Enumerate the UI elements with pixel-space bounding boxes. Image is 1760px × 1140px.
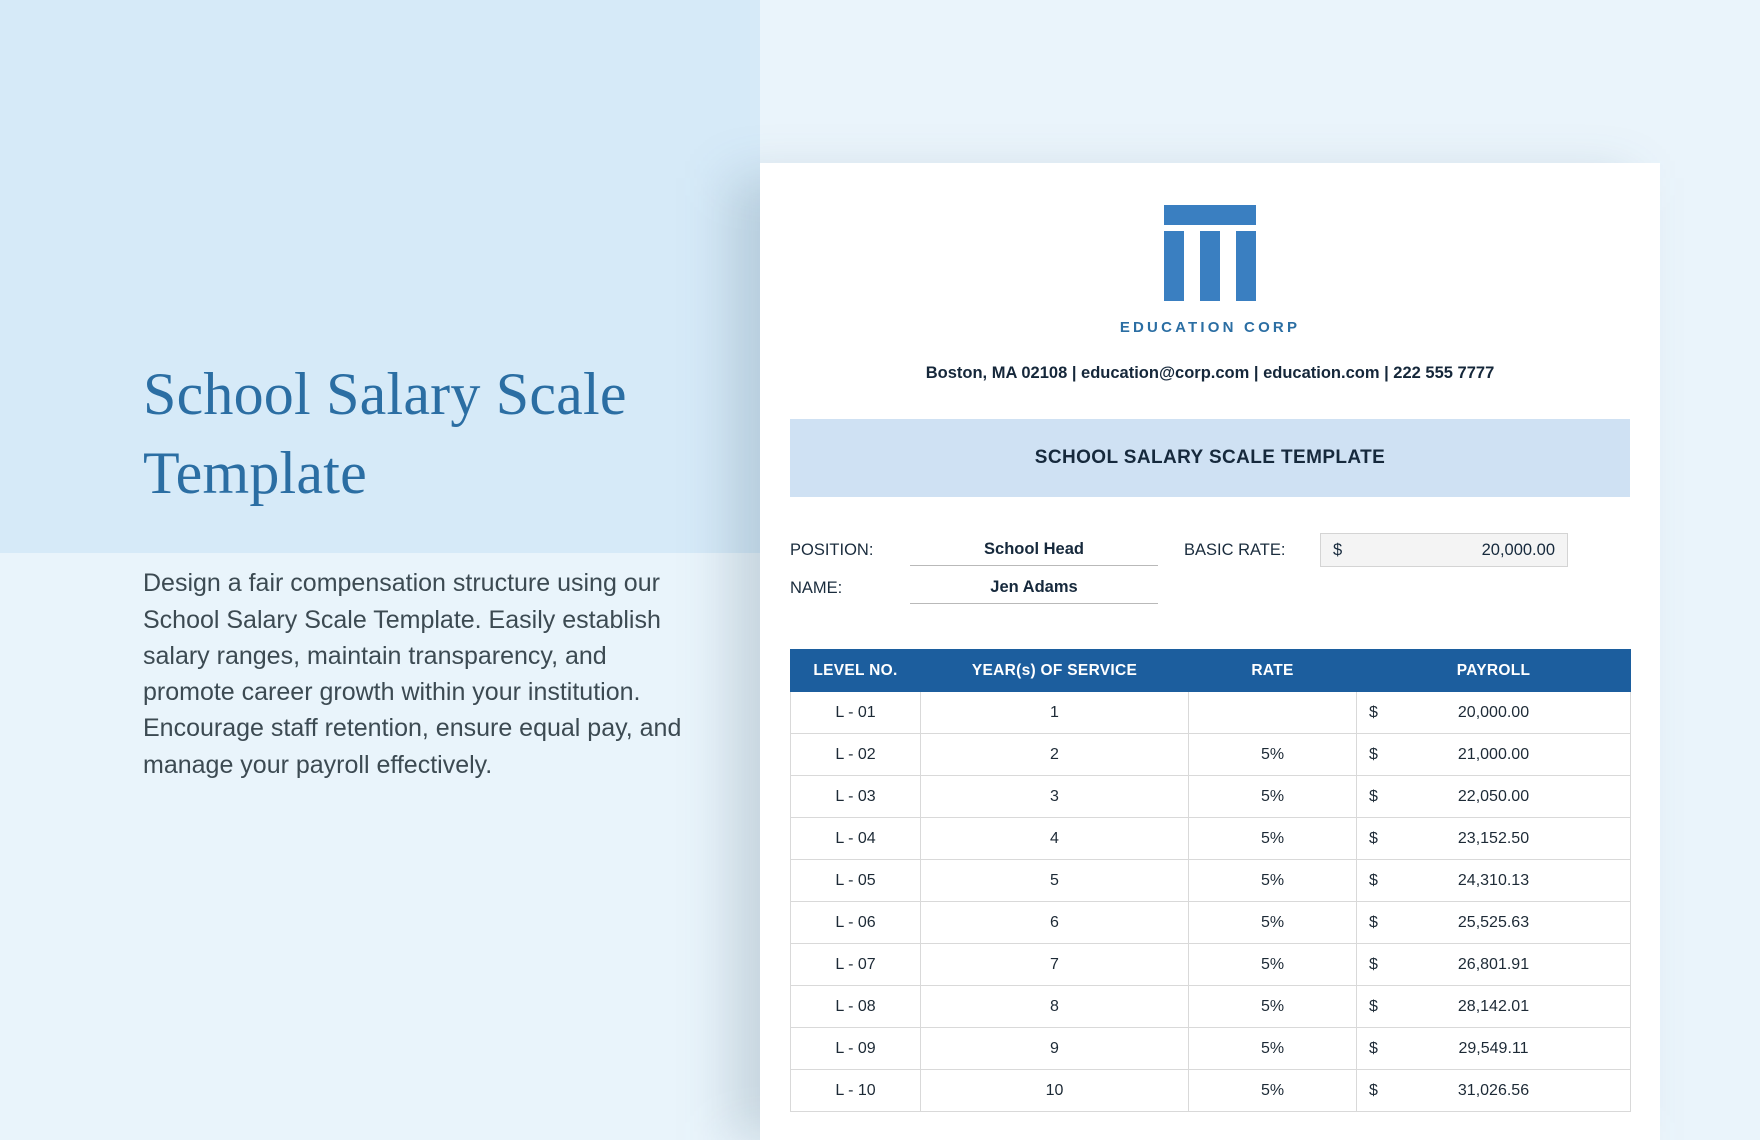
table-row <box>791 818 1631 860</box>
cell-rate: 5% <box>1189 986 1357 1028</box>
table-row <box>791 1028 1631 1070</box>
cell-level: L - 10 <box>791 1070 921 1112</box>
cell-payroll <box>1357 860 1631 902</box>
cell-rate: 5% <box>1189 1070 1357 1112</box>
column-header-rate: RATE <box>1189 650 1357 692</box>
cell-rate <box>1189 692 1357 734</box>
cell-level: L - 02 <box>791 734 921 776</box>
payroll-currency: $ <box>1369 745 1378 763</box>
basic-rate-value: 20,000.00 <box>1481 540 1555 559</box>
cell-level: L - 04 <box>791 818 921 860</box>
cell-years: 4 <box>921 818 1189 860</box>
cell-level: L - 09 <box>791 1028 921 1070</box>
basic-rate-field[interactable] <box>1320 533 1568 567</box>
pillar-icon-column-3 <box>1236 231 1256 301</box>
payroll-currency: $ <box>1369 703 1378 721</box>
payroll-amount: 20,000.00 <box>1457 703 1530 721</box>
cell-rate: 5% <box>1189 818 1357 860</box>
payroll-amount: 26,801.91 <box>1457 955 1530 973</box>
cell-payroll <box>1357 902 1631 944</box>
name-row <box>790 569 1630 607</box>
payroll-currency: $ <box>1369 955 1378 973</box>
column-header-level: LEVEL NO. <box>791 650 921 692</box>
table-row <box>791 776 1631 818</box>
basic-rate-currency: $ <box>1333 540 1343 559</box>
pillar-icon-column-1 <box>1164 231 1184 301</box>
position-value[interactable]: School Head <box>910 534 1158 566</box>
payroll-amount: 28,142.01 <box>1457 997 1530 1015</box>
salary-document <box>760 163 1660 1140</box>
cell-level: L - 08 <box>791 986 921 1028</box>
table-row <box>791 1070 1631 1112</box>
payroll-amount: 21,000.00 <box>1457 745 1530 763</box>
cell-years: 5 <box>921 860 1189 902</box>
cell-payroll <box>1357 1028 1631 1070</box>
document-title-band <box>790 419 1630 497</box>
cell-years: 10 <box>921 1070 1189 1112</box>
table-row <box>791 944 1631 986</box>
cell-payroll <box>1357 818 1631 860</box>
payroll-amount: 31,026.56 <box>1457 1081 1530 1099</box>
cell-years: 6 <box>921 902 1189 944</box>
cell-level: L - 06 <box>791 902 921 944</box>
payroll-amount: 23,152.50 <box>1457 829 1530 847</box>
cell-payroll <box>1357 986 1631 1028</box>
cell-level: L - 05 <box>791 860 921 902</box>
cell-payroll <box>1357 944 1631 986</box>
table-row <box>791 986 1631 1028</box>
column-header-years: YEAR(s) OF SERVICE <box>921 650 1189 692</box>
pillar-icon <box>1156 205 1264 305</box>
document-fields <box>790 531 1630 617</box>
table-header-row <box>791 650 1631 692</box>
payroll-amount: 24,310.13 <box>1457 871 1530 889</box>
cell-rate: 5% <box>1189 776 1357 818</box>
cell-rate: 5% <box>1189 734 1357 776</box>
cell-payroll <box>1357 692 1631 734</box>
cell-level: L - 03 <box>791 776 921 818</box>
position-label: POSITION: <box>790 540 874 559</box>
cell-rate: 5% <box>1189 902 1357 944</box>
cell-years: 9 <box>921 1028 1189 1070</box>
payroll-amount: 25,525.63 <box>1457 913 1530 931</box>
contact-info: Boston, MA 02108 | education@corp.com | education.com | 222 555 7777 <box>925 364 1495 382</box>
cell-payroll <box>1357 734 1631 776</box>
page-title: School Salary Scale Template <box>143 361 627 507</box>
cell-years: 1 <box>921 692 1189 734</box>
table-row <box>791 734 1631 776</box>
name-label: NAME: <box>790 578 843 597</box>
payroll-amount: 22,050.00 <box>1457 787 1530 805</box>
table-row <box>791 692 1631 734</box>
payroll-currency: $ <box>1369 787 1378 805</box>
cell-payroll <box>1357 1070 1631 1112</box>
payroll-currency: $ <box>1369 1081 1378 1099</box>
payroll-currency: $ <box>1369 829 1378 847</box>
pillar-icon-roof <box>1164 205 1256 225</box>
payroll-amount: 29,549.11 <box>1458 1039 1529 1057</box>
basic-rate-label: BASIC RATE: <box>1184 540 1286 559</box>
table-row <box>791 902 1631 944</box>
cell-level: L - 07 <box>791 944 921 986</box>
column-header-payroll: PAYROLL <box>1357 650 1631 692</box>
cell-level: L - 01 <box>791 692 921 734</box>
document-title: SCHOOL SALARY SCALE TEMPLATE <box>1034 447 1386 468</box>
payroll-currency: $ <box>1369 871 1378 889</box>
name-value[interactable]: Jen Adams <box>910 572 1158 604</box>
payroll-currency: $ <box>1369 1039 1378 1057</box>
promo-description: Design a fair compensation structure using our School Salary Scale Template. Easily establish salary ranges, maintain transparency, and promote career growth within your institution. Encourage staff retention, ensure equal pay, and manage your payroll effectively. <box>143 569 682 779</box>
salary-scale-table <box>790 649 1631 1112</box>
table-body <box>791 692 1631 1112</box>
cell-years: 3 <box>921 776 1189 818</box>
payroll-currency: $ <box>1369 997 1378 1015</box>
table-row <box>791 860 1631 902</box>
cell-rate: 5% <box>1189 1028 1357 1070</box>
company-logo <box>760 205 1660 336</box>
cell-payroll <box>1357 776 1631 818</box>
promo-panel <box>143 355 703 783</box>
pillar-icon-column-2 <box>1200 231 1220 301</box>
company-name: EDUCATION CORP <box>1119 319 1301 336</box>
position-row <box>790 531 1630 569</box>
cell-years: 2 <box>921 734 1189 776</box>
cell-years: 7 <box>921 944 1189 986</box>
cell-rate: 5% <box>1189 860 1357 902</box>
cell-years: 8 <box>921 986 1189 1028</box>
payroll-currency: $ <box>1369 913 1378 931</box>
cell-rate: 5% <box>1189 944 1357 986</box>
